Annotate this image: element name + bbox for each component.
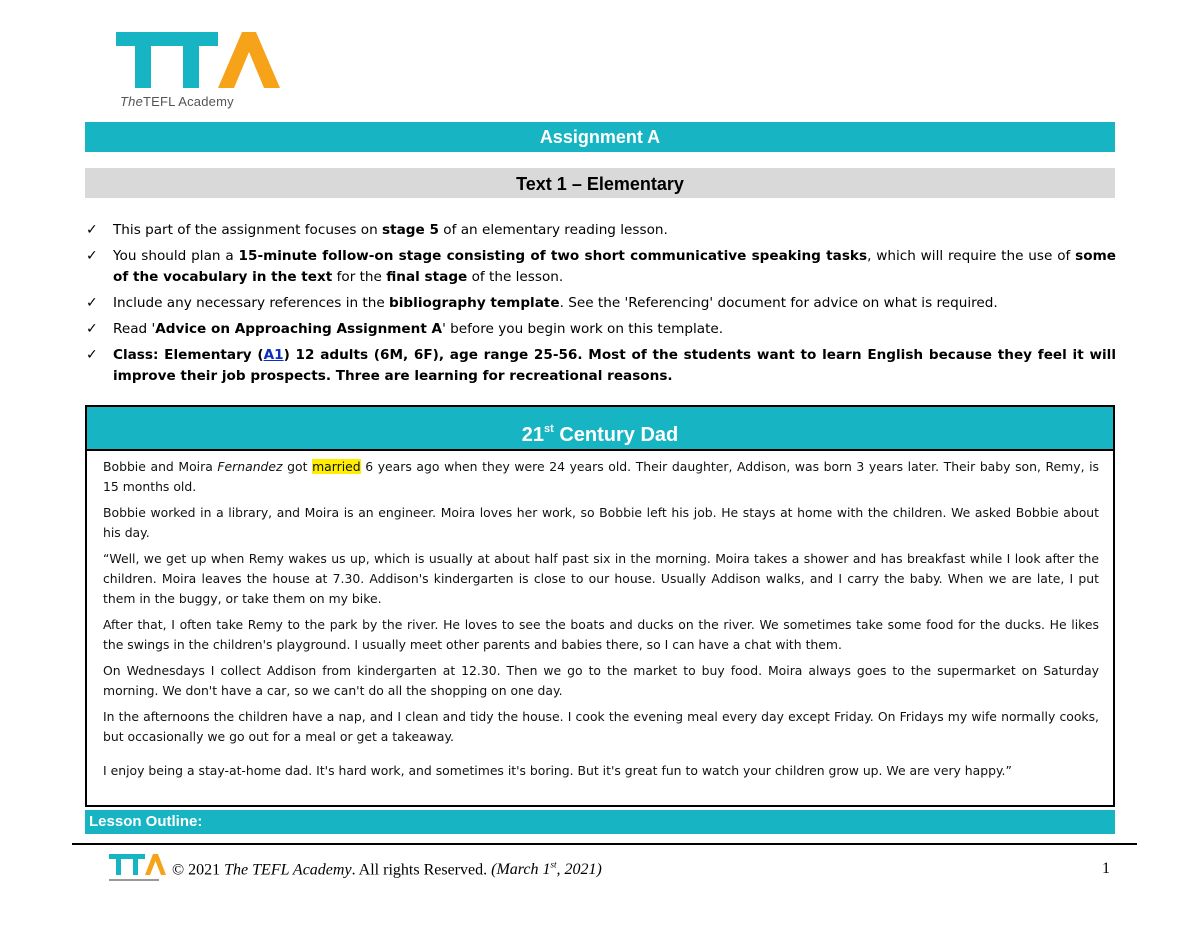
story-paragraph: After that, I often take Remy to the park by the river. He loves to see the boats and ducks on the river. We sometimes take some food for the ducks. He likes the swings in the children's playground. I usually meet other parents and babies there, so I can have a chat with them. xyxy=(103,617,1099,652)
checkmark-icon: ✓ xyxy=(86,248,98,264)
tta-logo xyxy=(114,30,284,112)
instruction-item: ✓ Include any necessary references in the bibliography template. See the 'Referencing' document for advice on what is required. xyxy=(86,293,1116,314)
story-paragraph: Bobbie worked in a library, and Moira is an engineer. Moira loves her work, so Bobbie left his job. He stays at home with the children. We asked Bobbie about his day. xyxy=(103,505,1099,540)
tta-logo-mark xyxy=(114,30,284,92)
footer-tta-logo xyxy=(108,853,168,887)
checkmark-icon: ✓ xyxy=(86,295,98,311)
checkmark-icon: ✓ xyxy=(86,222,98,238)
story-paragraph: “Well, we get up when Remy wakes us up, which is usually at about half past six in the morning. Moira takes a shower and has breakfast while I look after the children. Moira leaves the house at 7.30. Addison's kindergarten is close to our house. Usually Addison walks, and I carry the baby. When we are late, I put them in the buggy, or take them on my bike. xyxy=(103,551,1099,606)
story-paragraph: In the afternoons the children have a nap, and I clean and tidy the house. I cook the evening meal every day except Friday. On Fridays my wife normally cooks, but occasionally we go out for a meal or get a takeaway. xyxy=(103,709,1099,744)
reading-text-title: 21st Century Dad xyxy=(87,407,1113,451)
footer-copyright: © 2021 The TEFL Academy. All rights Reserved. (March 1st, 2021) xyxy=(172,860,602,879)
lesson-outline-heading: Lesson Outline: xyxy=(85,810,1115,834)
reading-text-box xyxy=(85,405,1115,807)
story-paragraph: On Wednesdays I collect Addison from kindergarten at 12.30. Then we go to the market to buy food. Moira always goes to the supermarket on Saturday morning. We don't have a car, so we can't do all the shopping on one day. xyxy=(103,663,1099,698)
instruction-item: ✓ This part of the assignment focuses on stage 5 of an elementary reading lesson. xyxy=(86,220,1116,241)
text-title-heading: Text 1 – Elementary xyxy=(85,168,1115,198)
page-number: 1 xyxy=(1102,860,1110,877)
instruction-item: ✓ Read 'Advice on Approaching Assignment A' before you begin work on this template. xyxy=(86,319,1116,340)
assignment-heading: Assignment A xyxy=(85,122,1115,152)
reading-text-body xyxy=(87,451,1113,781)
story-paragraph: I enjoy being a stay-at-home dad. It's hard work, and sometimes it's boring. But it's great fun to watch your children grow up. We are very happy.” xyxy=(103,763,1012,778)
instruction-item: ✓ You should plan a 15-minute follow-on stage consisting of two short communicative speaking tasks, which will require the use of some of the vocabulary in the text for the final stage of the lesson. xyxy=(86,248,1116,285)
instruction-list xyxy=(86,220,1116,392)
footer-divider xyxy=(72,843,1137,845)
checkmark-icon: ✓ xyxy=(86,321,98,337)
checkmark-icon: ✓ xyxy=(86,347,98,363)
instruction-item: ✓ Class: Elementary (A1) 12 adults (6M, 6F), age range 25-56. Most of the students want to learn English because they feel it will improve their job prospects. Three are learning for recreational reasons. xyxy=(86,347,1116,384)
story-paragraph: Bobbie and Moira Fernandez got married 6 years ago when they were 24 years old. Their daughter, Addison, was born 3 years later. Their baby son, Remy, is 15 months old. xyxy=(103,459,1100,494)
logo-tagline: TheTEFL Academy xyxy=(120,94,234,109)
highlighted-word: married xyxy=(312,459,361,474)
cefr-a1-link[interactable]: A1 xyxy=(263,347,284,363)
